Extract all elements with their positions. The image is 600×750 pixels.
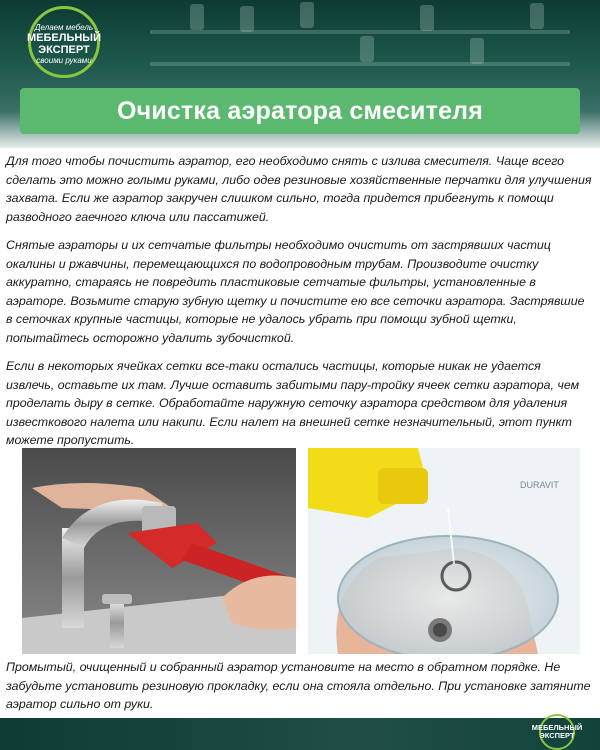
logo-name-line1: МЕБЕЛЬНЫЙ [27, 32, 101, 44]
photo-aerator-bowl [308, 448, 580, 654]
footer-bar [0, 718, 600, 750]
footer-logo-line1: МЕБЕЛЬНЫЙ [531, 723, 583, 732]
site-logo[interactable] [18, 4, 110, 84]
logo-name-line2: ЭКСПЕРТ [38, 44, 90, 56]
page-title: Очистка аэратора смесителя [116, 96, 484, 125]
logo-top-text: Делаем мебель [34, 23, 94, 32]
title-bar [20, 88, 580, 134]
aerator-bowl-illustration [308, 448, 580, 654]
footer-logo[interactable] [522, 714, 592, 750]
photo-wrench-faucet [22, 448, 296, 654]
brand-label: DURAVIT [520, 480, 559, 490]
footer-logo-line2: ЭКСПЕРТ [539, 731, 575, 740]
header-banner [0, 0, 600, 148]
paragraph-remove-aerator: Для того чтобы почистить аэратор, его необходимо снять с излива смесителя. Чаще всего сделать это можно голыми руками, либо одев резиновые хозяйственные перчатки для улучшения захвата. Если же аэратор закручен слишком сильно, тогда придется прибегнуть к помощи разводного гаечного ключа или пассатижей. [6, 154, 592, 224]
logo-bottom-text: своими руками [36, 56, 92, 65]
paragraph-reinstall: Промытый, очищенный и собранный аэратор установите на место в обратном порядке. Не забудьте установить резиновую прокладку, если она стояла отдельно. При установке затяните аэратор сильно от руки. [6, 660, 591, 711]
paragraph-stuck-particles: Если в некоторых ячейках сетки все-таки остались частицы, которые никак не удается извлечь, оставьте их там. Лучше оставить забитыми пару-тройку ячеек сетки аэратора, чем проделать дыру в сетке. Обработайте наружную сеточку аэратора средством для удаления известкового налета или накипи. Если налет на внешней сетке незначительный, этот пункт можете пропустить. [6, 359, 580, 447]
wrench-faucet-illustration [22, 448, 296, 654]
paragraph-clean-filters: Снятые аэраторы и их сетчатые фильтры необходимо очистить от застрявших частиц окалины и ржавчины, перемещающихся по водопроводным трубам. Производите очистку аккуратно, стараясь не повредить пластиковые сетчатые фильтры, установленные в аэраторе. Возьмите старую зубную щетку и почистите ею все сеточки аэратора. Застрявшие в сеточках крупные частицы, которые не удалось убрать при помощи зубной щетки, попытайтесь осторожно удалить зубочисткой. [6, 238, 585, 345]
